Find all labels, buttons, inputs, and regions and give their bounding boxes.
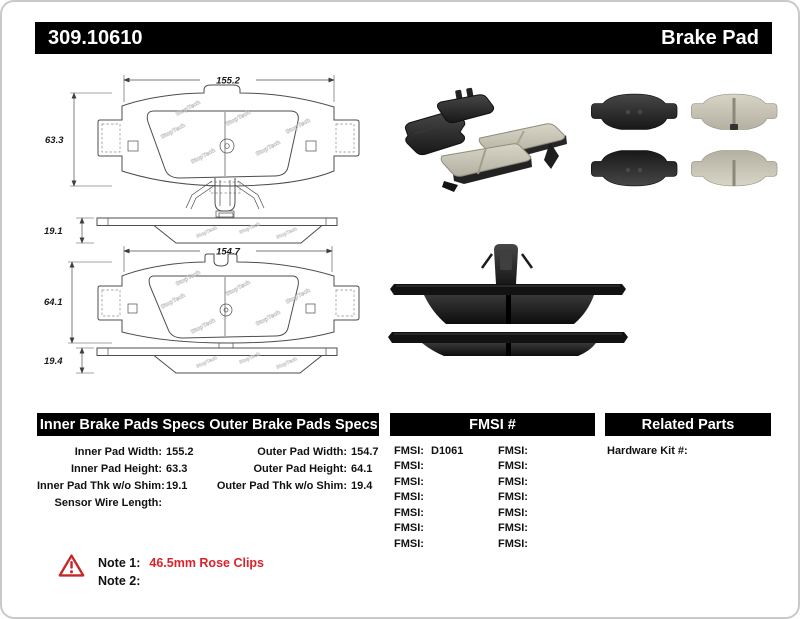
svg-text:StopTech: StopTech (175, 99, 202, 118)
spec-value: 63.3 (166, 462, 188, 475)
inner-height-dim: 63.3 (45, 135, 64, 146)
spec-row (212, 443, 390, 460)
outer-pad-side-drawing (44, 343, 337, 373)
spec-row (212, 460, 390, 477)
fmsi-row (498, 536, 594, 552)
svg-text:StopTech: StopTech (195, 355, 219, 370)
fmsi-row (498, 459, 594, 475)
fmsi-label: FMSI: (498, 522, 528, 535)
svg-text:StopTech: StopTech (238, 221, 262, 236)
svg-text:StopTech: StopTech (255, 139, 282, 158)
inner-pad-side-drawing (44, 213, 337, 243)
spec-label: Inner Pad Height: (70, 462, 162, 475)
spec-value: 154.7 (351, 445, 379, 458)
note-1-text: 46.5mm Rose Clips (149, 556, 265, 570)
fmsi-label: FMSI: (498, 460, 528, 473)
svg-text:StopTech: StopTech (190, 147, 217, 166)
fmsi-label: FMSI: (498, 537, 528, 550)
outer-thickness-dim: 19.4 (44, 356, 63, 367)
fmsi-row (498, 521, 594, 537)
spec-row (37, 494, 212, 511)
svg-text:StopTech: StopTech (225, 279, 252, 298)
header-bar (35, 22, 772, 54)
fmsi-row (498, 490, 594, 506)
svg-text:StopTech: StopTech (255, 309, 282, 328)
inner-thickness-dim: 19.1 (44, 226, 63, 237)
note-2-label: Note 2: (98, 574, 141, 588)
related-parts-title: Related Parts (641, 416, 735, 433)
spec-label: Outer Pad Width: (257, 445, 347, 458)
note-1-label: Note 1: (98, 556, 141, 570)
fmsi-label: FMSI: (498, 506, 528, 519)
outer-specs-rows (212, 443, 390, 494)
fmsi-label: FMSI: (394, 537, 424, 550)
fmsi-title: FMSI # (469, 416, 516, 433)
note-1 (98, 554, 264, 572)
svg-text:StopTech: StopTech (285, 287, 312, 306)
svg-text:StopTech: StopTech (225, 109, 252, 128)
fmsi-header-bar (390, 413, 595, 436)
outer-pad-front-drawing (44, 246, 359, 343)
spec-value: 19.1 (166, 479, 188, 492)
fmsi-row (394, 474, 498, 490)
fmsi-label: FMSI: (394, 460, 424, 473)
notes-section (58, 553, 264, 590)
note-2 (98, 572, 264, 590)
fmsi-row (498, 443, 594, 459)
pad-pair-edge-photo (388, 232, 630, 357)
svg-text:StopTech: StopTech (285, 117, 312, 136)
fmsi-row (394, 443, 498, 459)
spec-label: Outer Pad Thk w/o Shim: (216, 479, 347, 492)
fmsi-row (394, 536, 498, 552)
fmsi-label: FMSI: (394, 444, 424, 457)
spec-value: 64.1 (351, 462, 373, 475)
wear-sensor-drawing (186, 178, 264, 217)
inner-width-dim: 155.2 (216, 75, 240, 87)
spec-label: Inner Pad Width: (74, 445, 162, 458)
fmsi-row (394, 505, 498, 521)
spec-value: 155.2 (166, 445, 194, 458)
fmsi-row (498, 474, 594, 490)
related-parts-header-bar (605, 413, 771, 436)
outer-specs-title: Outer Brake Pads Specs (209, 416, 378, 433)
outer-width-dim: 154.7 (216, 246, 240, 258)
fmsi-value: D1061 (431, 444, 464, 457)
svg-text:StopTech: StopTech (195, 225, 219, 240)
part-number: 309.10610 (48, 26, 143, 49)
spec-label: Outer Pad Height: (253, 462, 347, 475)
note-lines (98, 554, 264, 590)
fmsi-label: FMSI: (498, 491, 528, 504)
fmsi-label: FMSI: (498, 475, 528, 488)
spec-row (37, 460, 212, 477)
svg-text:StopTech: StopTech (160, 292, 187, 311)
fmsi-column-1 (394, 443, 498, 552)
inner-pad-front-drawing (45, 75, 359, 193)
svg-text:StopTech: StopTech (190, 317, 217, 336)
hardware-kit-label: Hardware Kit #: (607, 445, 688, 457)
related-parts-row (607, 445, 688, 457)
fmsi-row (394, 459, 498, 475)
spec-label: Sensor Wire Length: (54, 496, 162, 509)
wear-sensor-photo (482, 244, 532, 284)
specs-header-bar (37, 413, 379, 436)
spec-row (212, 477, 390, 494)
pad-set-flat-photo (590, 90, 778, 198)
fmsi-label: FMSI: (394, 491, 424, 504)
page-title: Brake Pad (661, 26, 759, 49)
fmsi-label: FMSI: (394, 475, 424, 488)
spec-row (37, 443, 212, 460)
inner-specs-title: Inner Brake Pads Specs (39, 416, 206, 433)
svg-text:StopTech: StopTech (160, 122, 187, 141)
spec-value: 19.4 (351, 479, 373, 492)
fmsi-label: FMSI: (394, 506, 424, 519)
svg-text:StopTech: StopTech (275, 356, 299, 371)
svg-text:StopTech: StopTech (275, 226, 299, 241)
svg-text:StopTech: StopTech (175, 269, 202, 288)
fmsi-table (394, 443, 594, 552)
spec-row (37, 477, 212, 494)
inner-specs-rows (37, 443, 212, 511)
fmsi-label: FMSI: (394, 522, 424, 535)
technical-drawings (42, 64, 382, 390)
fmsi-row (498, 505, 594, 521)
spec-label: Inner Pad Thk w/o Shim: (37, 479, 165, 492)
svg-text:StopTech: StopTech (238, 351, 262, 366)
warning-triangle-icon (58, 553, 85, 578)
fmsi-label: FMSI: (498, 444, 528, 457)
outer-height-dim: 64.1 (44, 297, 63, 308)
fmsi-row (394, 490, 498, 506)
pad-set-perspective-photo (400, 86, 575, 208)
fmsi-row (394, 521, 498, 537)
fmsi-column-2 (498, 443, 594, 552)
